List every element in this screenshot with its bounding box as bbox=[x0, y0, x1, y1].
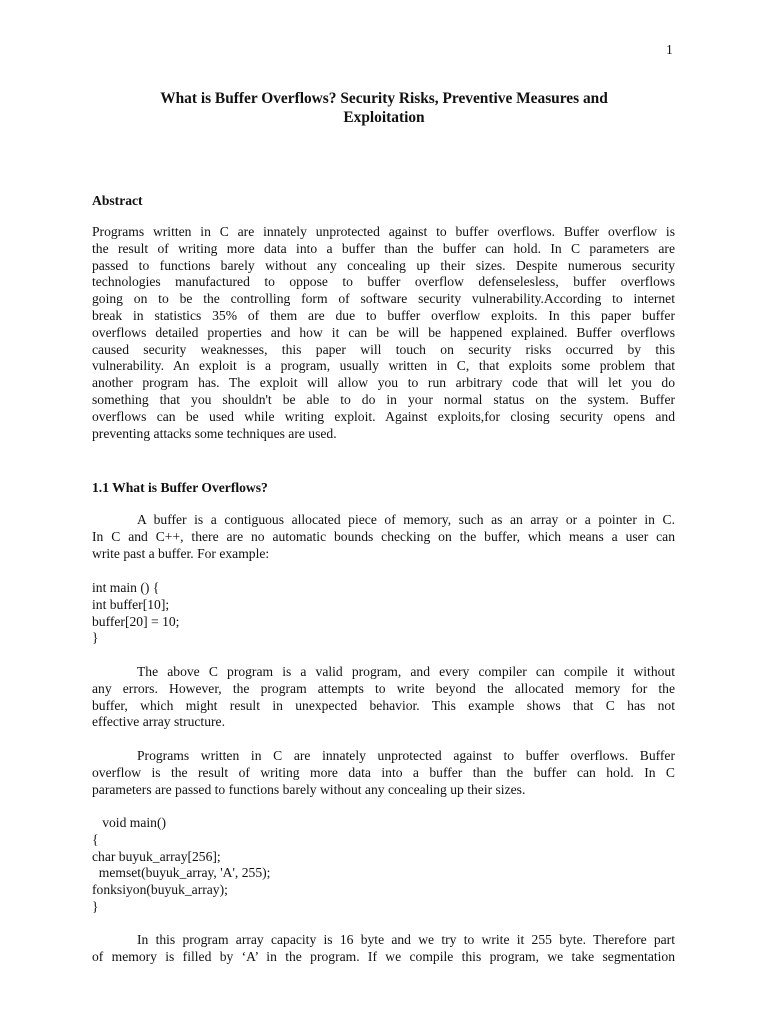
code-line: int main () { bbox=[92, 580, 160, 595]
section-paragraph-1 bbox=[92, 512, 675, 562]
text-line: parameters are passed to functions barely without any concealing up their sizes. bbox=[92, 781, 526, 797]
section-heading: 1.1 What is Buffer Overflows? bbox=[92, 480, 268, 495]
page-number: 1 bbox=[666, 42, 673, 57]
text-line: Programs written in C are innately unprotected against to buffer overflows. Buffer overflow is bbox=[92, 224, 675, 239]
abstract-paragraph bbox=[92, 224, 675, 442]
text-line: Programs written in C are innately unprotected against to buffer overflows. Buffer bbox=[137, 748, 675, 763]
code-line: memset(buyuk_array, 'A', 255); bbox=[92, 865, 271, 881]
text-line: technologies manufactured to oppose to buffer overflow defenselesless, buffer overflows bbox=[92, 274, 675, 290]
text-line: of memory is filled by ‘A’ in the program. If we compile this program, we take segmentation bbox=[92, 948, 675, 964]
code-line: } bbox=[92, 898, 99, 914]
text-line: vulnerability. An exploit is a program, usually written in C, that exploits some problem that bbox=[92, 358, 675, 374]
code-line: { bbox=[92, 831, 99, 847]
text-line: break in statistics 35% of them are due to buffer overflow exploits. In this paper buffer bbox=[92, 307, 675, 323]
code-block-1 bbox=[92, 580, 492, 647]
text-line: write past a buffer. For example: bbox=[92, 545, 270, 561]
paper-title bbox=[100, 89, 668, 127]
text-line: preventing attacks some techniques are used. bbox=[92, 425, 337, 441]
section-paragraph-2 bbox=[92, 664, 675, 731]
abstract-heading: Abstract bbox=[92, 193, 143, 208]
code-line: } bbox=[92, 630, 99, 646]
code-line: fonksiyon(buyuk_array); bbox=[92, 882, 228, 898]
section-paragraph-4 bbox=[92, 932, 675, 966]
text-line: buffer, which might result in unexpected behavior. This example shows that C has not bbox=[92, 697, 675, 713]
title-line: What is Buffer Overflows? Security Risks, Preventive Measures and bbox=[160, 90, 608, 107]
text-line: effective array structure. bbox=[92, 714, 225, 730]
code-line: int buffer[10]; bbox=[92, 596, 170, 612]
text-line: another program has. The exploit will allow you to run arbitrary code that will let you do bbox=[92, 375, 675, 391]
text-line: any errors. However, the program attempts to write beyond the allocated memory for the bbox=[92, 680, 675, 696]
code-block-2 bbox=[92, 815, 492, 916]
title-line: Exploitation bbox=[343, 109, 425, 126]
text-line: The above C program is a valid program, and every compiler can compile it without bbox=[137, 664, 675, 679]
text-line: something that you shouldn't be able to do in your normal status on the system. Buffer bbox=[92, 391, 675, 407]
text-line: In C and C++, there are no automatic bounds checking on the buffer, which means a user can bbox=[92, 528, 675, 544]
code-line: buffer[20] = 10; bbox=[92, 613, 180, 629]
code-line: char buyuk_array[256]; bbox=[92, 848, 221, 864]
text-line: In this program array capacity is 16 byte and we try to write it 255 byte. Therefore part bbox=[137, 932, 675, 947]
text-line: overflows detailed properties and how it can be will be happened explained. Buffer overflows bbox=[92, 324, 675, 340]
text-line: overflows can be used while writing exploit. Against exploits,for closing security opens and bbox=[92, 408, 675, 424]
text-line: passed to functions barely without any concealing up their sizes. Despite numerous security bbox=[92, 257, 675, 273]
text-line: going on to be the controlling form of software security vulnerability.According to internet bbox=[92, 291, 675, 307]
section-paragraph-3 bbox=[92, 748, 675, 798]
code-line: void main() bbox=[92, 815, 166, 830]
text-line: overflow is the result of writing more data into a buffer than the buffer can hold. In C bbox=[92, 764, 675, 780]
text-line: caused security weaknesses, this paper will touch on security risks occurred by this bbox=[92, 341, 675, 357]
text-line: the result of writing more data into a buffer than the buffer can hold. In C parameters are bbox=[92, 240, 675, 256]
text-line: A buffer is a contiguous allocated piece of memory, such as an array or a pointer in C. bbox=[137, 512, 675, 527]
